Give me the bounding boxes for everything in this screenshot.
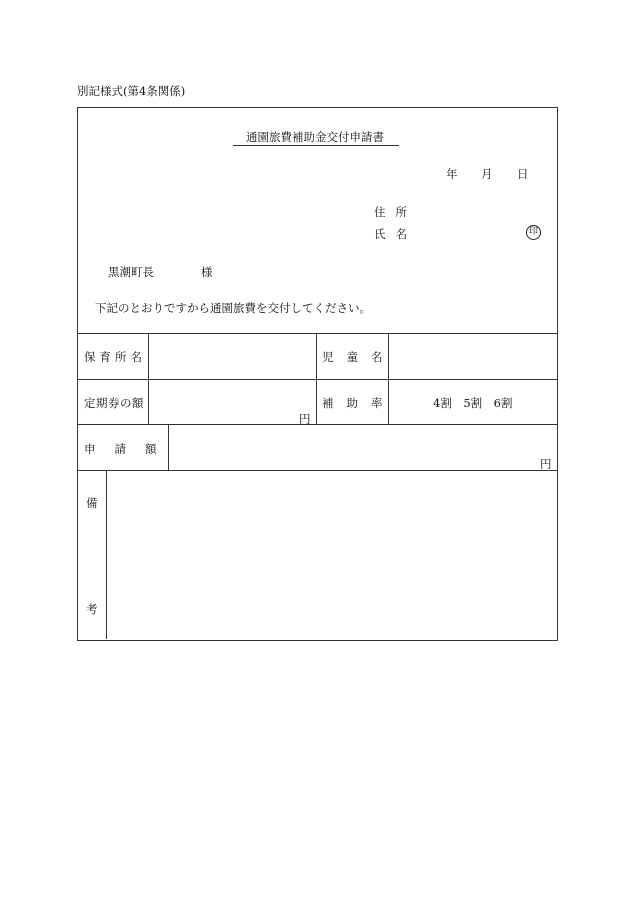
addressee-honorific: 様 xyxy=(201,265,213,279)
rate-label: 補助率 xyxy=(322,396,396,410)
col-label-divider xyxy=(148,333,149,424)
pass-amount-label: 定期券の額 xyxy=(84,396,144,410)
remarks-label-top: 備 xyxy=(86,496,98,510)
seal-mark: 印 xyxy=(526,225,541,240)
remarks-field[interactable] xyxy=(108,472,555,637)
name-label: 氏名 xyxy=(374,227,417,241)
addressee-name: 黒潮町長 xyxy=(108,265,154,279)
request-text: 下記のとおりですから通園旅費を交付してください。 xyxy=(95,301,371,315)
col-mid-divider xyxy=(316,333,317,424)
remarks-label-divider xyxy=(106,470,107,639)
nursery-label: 保育所名 xyxy=(84,350,146,364)
address-label: 住所 xyxy=(374,205,417,219)
row2-bottom-line xyxy=(77,424,557,425)
nursery-value-field[interactable] xyxy=(150,335,314,378)
child-label: 児童名 xyxy=(322,350,396,364)
apply-amount-field[interactable] xyxy=(170,426,555,469)
form-label: 別記様式(第4条関係) xyxy=(77,84,186,98)
pass-amount-yen: 円 xyxy=(299,412,311,426)
apply-amount-label: 申請額 xyxy=(84,442,176,456)
child-value-field[interactable] xyxy=(390,335,555,378)
row1-bottom-line xyxy=(77,379,557,380)
apply-amount-yen: 円 xyxy=(540,457,552,471)
rate-values: 4割 5割 6割 xyxy=(433,396,513,410)
form-title: 通園旅費補助金交付申請書 xyxy=(246,130,384,144)
date-day-label: 日 xyxy=(517,167,529,181)
row3-bottom-line xyxy=(77,470,557,471)
table-top-line xyxy=(77,333,557,334)
pass-amount-field[interactable] xyxy=(150,381,314,423)
title-underline xyxy=(233,145,399,146)
date-year-label: 年 xyxy=(446,167,458,181)
remarks-label-bottom: 考 xyxy=(86,602,98,616)
date-month-label: 月 xyxy=(481,167,493,181)
